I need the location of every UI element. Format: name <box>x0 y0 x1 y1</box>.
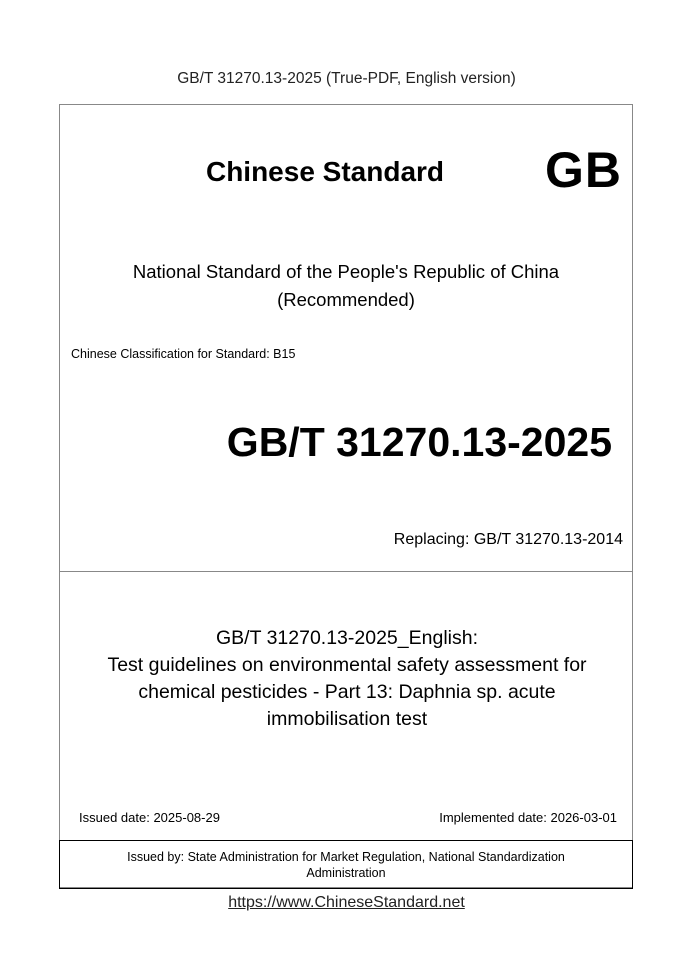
section-divider <box>60 571 632 572</box>
issuer-line: Administration <box>306 866 386 880</box>
gb-mark: GB <box>545 142 622 198</box>
standard-number: GB/T 31270.13-2025 <box>226 419 612 465</box>
english-title-block <box>70 625 624 733</box>
national-standard-line: National Standard of the People's Republic of China <box>132 261 560 282</box>
issuer-line: Issued by: State Administration for Market Regulation, National Standardization <box>127 850 565 864</box>
english-title-line: immobilisation test <box>266 708 428 730</box>
english-title-line: Test guidelines on environmental safety assessment for <box>107 654 587 676</box>
website-link[interactable]: https://www.ChineseStandard.net <box>228 894 465 911</box>
cover-frame <box>59 104 633 888</box>
issuer-box <box>59 840 633 889</box>
chinese-standard-heading: Chinese Standard <box>205 156 445 187</box>
replacing-label: Replacing: GB/T 31270.13-2014 <box>393 531 623 548</box>
classification-label: Chinese Classification for Standard: B15 <box>71 347 296 361</box>
english-title-line: GB/T 31270.13-2025_English: <box>216 627 478 649</box>
document-header-title: GB/T 31270.13-2025 (True-PDF, English version) <box>177 70 516 87</box>
english-title-line: chemical pesticides - Part 13: Daphnia sp. acute <box>138 681 556 703</box>
recommended-label: (Recommended) <box>277 289 415 310</box>
national-standard-label <box>60 258 632 314</box>
issued-date: Issued date: 2025-08-29 <box>79 810 220 825</box>
implemented-date: Implemented date: 2026-03-01 <box>439 810 617 825</box>
